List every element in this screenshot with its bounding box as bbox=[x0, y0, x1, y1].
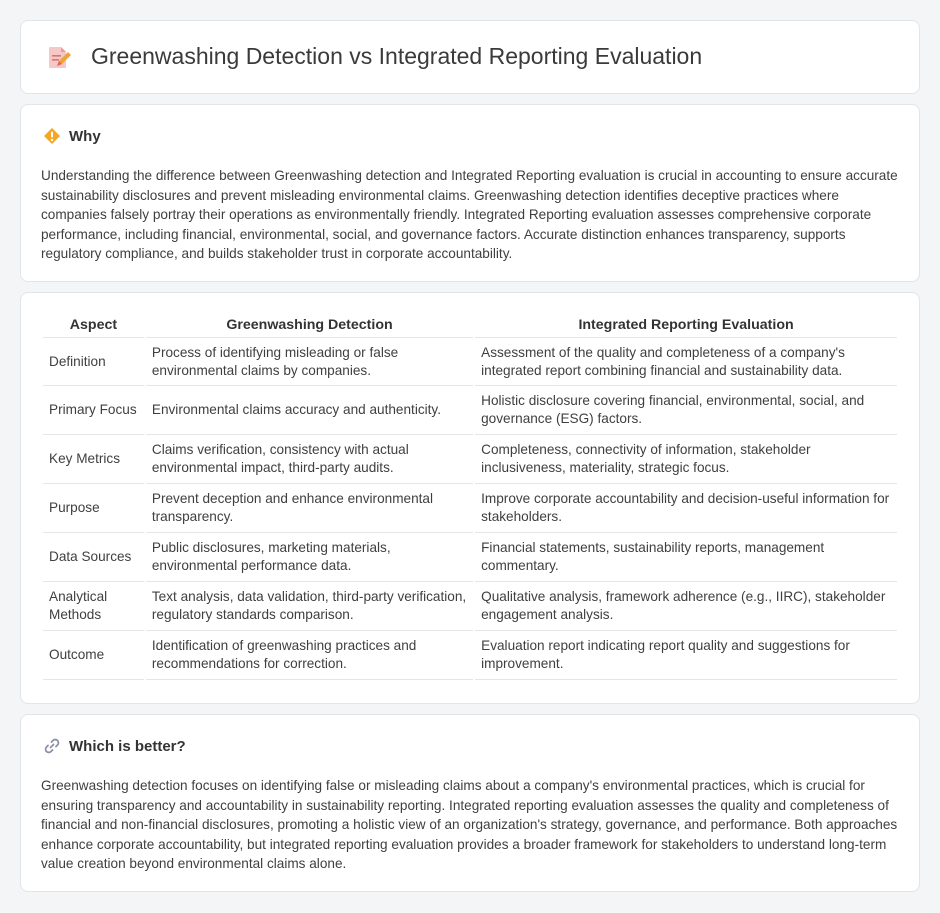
greenwashing-cell: Text analysis, data validation, third-party verification, regulatory standards comparison. bbox=[146, 582, 473, 631]
aspect-cell: Primary Focus bbox=[43, 386, 144, 435]
greenwashing-cell: Process of identifying misleading or false environmental claims by companies. bbox=[146, 337, 473, 386]
table-header-row bbox=[43, 317, 897, 337]
integrated-cell: Assessment of the quality and completeness of a company's integrated report combining financial and sustainability data. bbox=[475, 337, 897, 386]
table-row bbox=[43, 582, 897, 631]
aspect-cell: Outcome bbox=[43, 631, 144, 680]
link-icon bbox=[43, 737, 61, 755]
integrated-cell: Financial statements, sustainability reports, management commentary. bbox=[475, 533, 897, 582]
diamond-warning-icon bbox=[43, 127, 61, 145]
greenwashing-cell: Environmental claims accuracy and authenticity. bbox=[146, 386, 473, 435]
aspect-cell: Analytical Methods bbox=[43, 582, 144, 631]
comparison-table-card bbox=[20, 292, 920, 704]
comparison-table bbox=[41, 317, 899, 680]
why-section bbox=[20, 104, 920, 282]
integrated-cell: Improve corporate accountability and decision-useful information for stakeholders. bbox=[475, 484, 897, 533]
aspect-cell: Key Metrics bbox=[43, 435, 144, 484]
greenwashing-cell: Prevent deception and enhance environmental transparency. bbox=[146, 484, 473, 533]
header-card bbox=[20, 20, 920, 94]
table-row bbox=[43, 386, 897, 435]
document-pencil-icon bbox=[45, 44, 71, 70]
greenwashing-cell: Public disclosures, marketing materials, environmental performance data. bbox=[146, 533, 473, 582]
table-row bbox=[43, 337, 897, 386]
header-greenwashing: Greenwashing Detection bbox=[226, 317, 393, 333]
integrated-cell: Qualitative analysis, framework adherence (e.g., IIRC), stakeholder engagement analysis. bbox=[475, 582, 897, 631]
header-integrated: Integrated Reporting Evaluation bbox=[578, 317, 794, 333]
why-title: Why bbox=[69, 127, 101, 145]
aspect-cell: Purpose bbox=[43, 484, 144, 533]
header-aspect: Aspect bbox=[69, 317, 118, 333]
better-body: Greenwashing detection focuses on identifying false or misleading claims about a company's environmental practices, which is crucial for ensuring transparency and accountability in sustainability reporting. Integrated reporting evaluation assesses the quality and completeness of financial and non-financial disclosures, promoting a holistic view of an organization's strategy, governance, and performance. Both approaches enhance corporate accountability, but integrated reporting evaluation provides a broader framework for stakeholders to understand long-term value creation beyond environmental claims alone. bbox=[41, 778, 898, 871]
table-row bbox=[43, 631, 897, 680]
integrated-cell: Holistic disclosure covering financial, environmental, social, and governance (ESG) factors. bbox=[475, 386, 897, 435]
page-title: Greenwashing Detection vs Integrated Reporting Evaluation bbox=[91, 43, 703, 69]
which-is-better-section bbox=[20, 714, 920, 892]
table-row bbox=[43, 533, 897, 582]
integrated-cell: Evaluation report indicating report quality and suggestions for improvement. bbox=[475, 631, 897, 680]
table-row bbox=[43, 484, 897, 533]
table-row bbox=[43, 435, 897, 484]
aspect-cell: Definition bbox=[43, 337, 144, 386]
aspect-cell: Data Sources bbox=[43, 533, 144, 582]
greenwashing-cell: Claims verification, consistency with actual environmental impact, third-party audits. bbox=[146, 435, 473, 484]
integrated-cell: Completeness, connectivity of information, stakeholder inclusiveness, materiality, strategic focus. bbox=[475, 435, 897, 484]
why-body: Understanding the difference between Greenwashing detection and Integrated Reporting evaluation is crucial in accounting to ensure accurate sustainability disclosures and prevent misleading environmental claims. Greenwashing detection identifies deceptive practices where companies falsely portray their operations as environmentally friendly. Integrated Reporting evaluation assesses comprehensive corporate performance, including financial, environmental, social, and governance factors. Accurate distinction enhances transparency, supports regulatory compliance, and builds stakeholder trust in corporate accountability. bbox=[41, 168, 898, 261]
better-title: Which is better? bbox=[69, 737, 186, 755]
greenwashing-cell: Identification of greenwashing practices and recommendations for correction. bbox=[146, 631, 473, 680]
